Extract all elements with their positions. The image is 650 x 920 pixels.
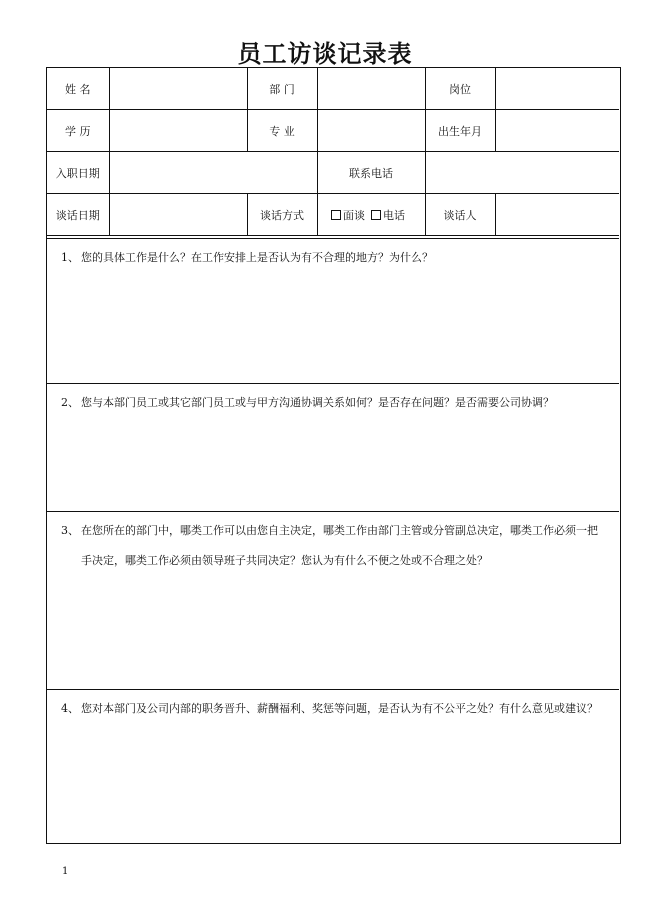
method-option-phone[interactable] [371, 209, 405, 222]
checkbox-icon [371, 210, 381, 220]
page-title: 员工访谈记录表 [237, 40, 413, 68]
position-label: 岗位 [425, 68, 495, 110]
question-number: 4、 [61, 702, 79, 715]
interview-method-options [317, 194, 425, 236]
education-label: 学 历 [47, 110, 109, 152]
method-option-label: 电话 [383, 208, 405, 222]
question-text: 您的具体工作是什么？在工作安排上是否认为有不合理的地方？为什么？ [81, 251, 433, 264]
interview-method-label: 谈话方式 [247, 194, 317, 236]
birth-field[interactable] [495, 110, 619, 152]
interview-date-label: 谈话日期 [47, 194, 109, 236]
question-number: 3、 [61, 524, 79, 537]
page-number: 1 [62, 866, 69, 877]
phone-field[interactable] [425, 152, 619, 194]
question-text: 您对本部门及公司内部的职务晋升、薪酬福利、奖惩等问题，是否认为有不公平之处？有什么意见或建议？ [81, 702, 598, 715]
name-label: 姓 名 [47, 68, 109, 110]
interviewer-field[interactable] [495, 194, 619, 236]
birth-label: 出生年月 [425, 110, 495, 152]
hire-date-label: 入职日期 [47, 152, 109, 194]
name-field[interactable] [109, 68, 247, 110]
phone-label: 联系电话 [317, 152, 425, 194]
question-4[interactable] [47, 689, 619, 843]
question-text: 在您所在的部门中，哪类工作可以由您自主决定，哪类工作由部门主管或分管副总决定，哪类工作必须一把 [81, 524, 598, 537]
checkbox-icon [331, 210, 341, 220]
interview-form [46, 67, 621, 844]
major-field[interactable] [317, 110, 425, 152]
question-3[interactable] [47, 511, 619, 689]
question-1[interactable] [47, 238, 619, 383]
question-number: 1、 [61, 251, 79, 264]
info-table [47, 68, 619, 236]
department-label: 部 门 [247, 68, 317, 110]
major-label: 专 业 [247, 110, 317, 152]
method-option-face[interactable] [331, 209, 365, 222]
hire-date-field[interactable] [109, 152, 317, 194]
department-field[interactable] [317, 68, 425, 110]
method-option-label: 面谈 [343, 208, 365, 222]
interviewer-label: 谈话人 [425, 194, 495, 236]
question-text: 您与本部门员工或其它部门员工或与甲方沟通协调关系如何？是否存在问题？是否需要公司协调？ [81, 396, 554, 409]
question-number: 2、 [61, 396, 79, 409]
position-field[interactable] [495, 68, 619, 110]
education-field[interactable] [109, 110, 247, 152]
question-text-continued: 手决定，哪类工作必须由领导班子共同决定？您认为有什么不便之处或不合理之处？ [81, 554, 488, 567]
interview-date-field[interactable] [109, 194, 247, 236]
question-2[interactable] [47, 383, 619, 511]
